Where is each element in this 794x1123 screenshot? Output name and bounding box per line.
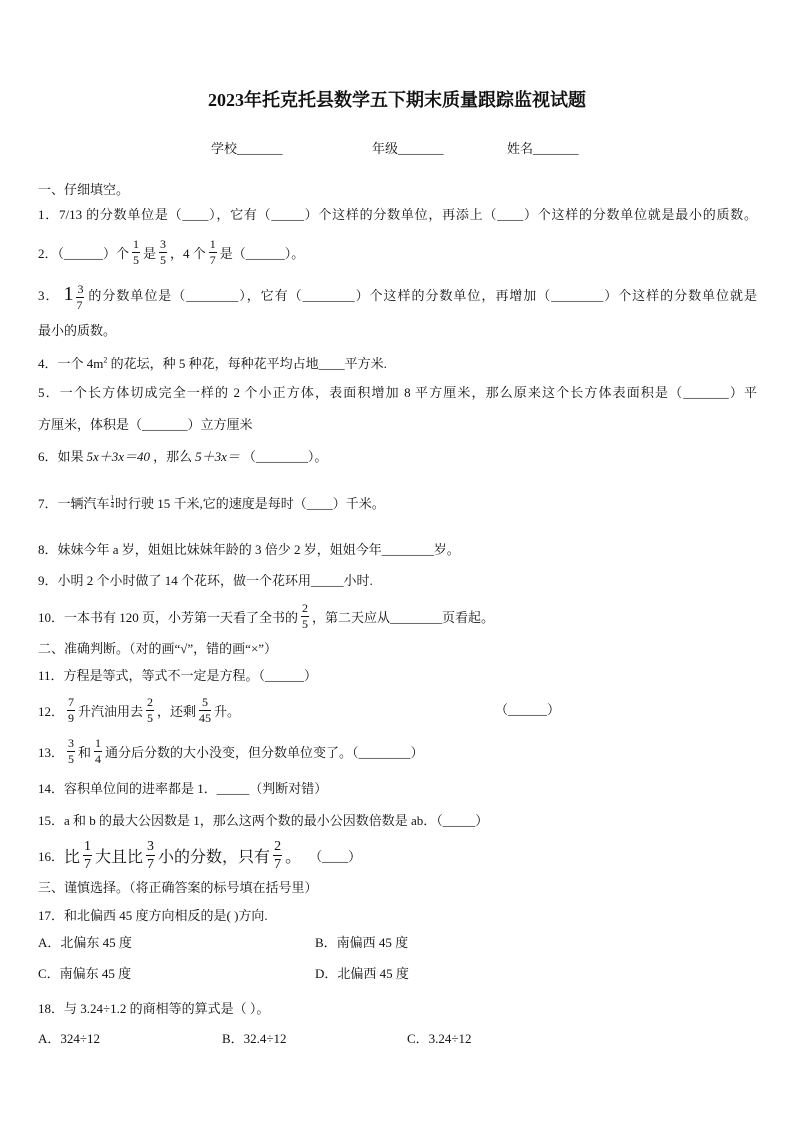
question-13 xyxy=(38,731,424,771)
question-text: 14．容积单位间的进率都是 1．_____（判断对错） xyxy=(38,780,328,796)
fraction xyxy=(132,238,140,267)
math-expression: 5＋3x＝ xyxy=(195,448,240,464)
fraction-numerator: 3 xyxy=(147,838,155,854)
question-text: 大且比 xyxy=(95,848,144,866)
fraction-denominator: 7 xyxy=(147,856,155,872)
fraction-denominator: 9 xyxy=(68,710,75,725)
question-text: 比 xyxy=(64,848,81,866)
question-text: 时行驶 15 千米,它的速度是每时（____）千米。 xyxy=(115,495,385,511)
option-b: B．南偏西 45 度 xyxy=(315,935,409,950)
section-title: 二、准确判断。（对的画“√”，错的画“×”） xyxy=(38,640,278,656)
question-text: 的分数单位是（________），它有（________）个这样的分数单位，再增加（________）个这样的分数单位就是 xyxy=(87,288,757,303)
question-text: 是（______）。 xyxy=(219,245,305,261)
question-text: 是 xyxy=(143,245,157,261)
question-7 xyxy=(38,482,385,522)
question-3 xyxy=(38,274,757,314)
question-1: 1．7/13 的分数单位是（____），它有（_____）个这样的分数单位，再添上（____）个这样的分数单位就是最小的质数。 xyxy=(38,207,757,222)
fraction xyxy=(199,696,211,725)
question-text: 15．a 和 b 的最大公因数是 1，那么这两个数的最小公因数倍数是 ab．（_____） xyxy=(38,812,489,828)
fraction xyxy=(159,238,167,267)
option-b: B．32.4÷12 xyxy=(222,1031,287,1046)
fraction-denominator: 5 xyxy=(160,252,167,267)
fraction-numerator: 3 xyxy=(68,735,75,750)
question-text: 最小的质数。 xyxy=(38,322,117,338)
question-text: 18．与 3.24÷1.2 的商相等的算式是（ ）。 xyxy=(38,1000,270,1016)
superscript: 2 xyxy=(103,355,108,365)
option-a: A．324÷12 xyxy=(38,1031,101,1046)
fraction-denominator: 7 xyxy=(84,856,92,872)
question-text: （________）。 xyxy=(242,448,328,464)
question-text-part: 4．一个 4m xyxy=(38,355,104,371)
question-text: ，4 个 xyxy=(170,245,206,261)
fraction-numerator: 3 xyxy=(160,236,167,251)
fraction-denominator: 4 xyxy=(95,751,102,766)
fraction-numerator: 2 xyxy=(147,694,154,709)
question-15 xyxy=(38,799,488,839)
fraction-numerator: 2 xyxy=(274,838,282,854)
fraction-denominator: 45 xyxy=(199,710,212,725)
question-9 xyxy=(38,559,373,599)
fraction-denominator: 5 xyxy=(133,252,140,267)
question-number: 13． xyxy=(38,744,65,760)
fraction-denominator: 5 xyxy=(302,616,309,631)
section-title: 一、仔细填空。 xyxy=(38,181,130,197)
question-text: 7．一辆汽车 xyxy=(38,495,110,511)
fraction-numerator: 3 xyxy=(77,281,84,296)
fraction-numerator: 1 xyxy=(209,236,216,251)
question-5: 5．一个长方体切成完全一样的 2 个小正方体，表面积增加 8 平方厘米，那么原来这个长方体表面积是（_______）平 xyxy=(38,385,757,400)
name-field: 姓名_______ xyxy=(507,141,579,156)
fraction-numerator: 2 xyxy=(302,600,309,615)
fraction-numerator: 1 xyxy=(110,493,115,502)
option-a: A．北偏东 45 度 xyxy=(38,935,132,950)
fraction xyxy=(146,696,154,725)
question-text: 。 xyxy=(285,848,302,866)
grade-field: 年级_______ xyxy=(372,141,444,156)
fraction-denominator: 5 xyxy=(68,751,75,766)
question-text: ，那么 xyxy=(153,448,193,464)
fraction-numerator: 7 xyxy=(68,694,75,709)
fraction xyxy=(301,602,309,631)
question-text: 2．（______）个 xyxy=(38,245,130,261)
question-text: 小的分数，只有 xyxy=(158,848,271,866)
question-text: ，还剩 xyxy=(157,703,197,719)
fraction-numerator: 1 xyxy=(133,236,140,251)
question-6 xyxy=(38,435,327,475)
option-c: C．3.24÷12 xyxy=(407,1031,472,1046)
answer-blank: （____） xyxy=(309,848,362,864)
question-text: 6．如果 xyxy=(38,448,84,464)
fraction xyxy=(94,737,102,766)
school-field: 学校_______ xyxy=(211,141,283,156)
question-text: 8．妹妹今年 a 岁，姐姐比妹妹年龄的 3 倍少 2 岁，姐姐今年________岁。 xyxy=(38,541,460,557)
question-text: 通分后分数的大小没变，但分数单位变了。（________） xyxy=(105,744,424,760)
question-12 xyxy=(38,690,240,730)
section-title: 三、谨慎选择。（将正确答案的标号填在括号里） xyxy=(38,879,318,895)
fraction-numerator: 1 xyxy=(95,735,102,750)
question-text: 10．一本书有 120 页，小芳第一天看了全书的 xyxy=(38,609,299,625)
question-text: 和 xyxy=(78,744,92,760)
fraction-numerator: 1 xyxy=(84,838,92,854)
fraction xyxy=(67,737,75,766)
fraction xyxy=(209,238,217,267)
math-expression: 5x＋3x＝40 xyxy=(86,448,151,464)
question-text xyxy=(38,353,387,372)
fraction xyxy=(111,495,115,510)
option-d: D．北偏西 45 度 xyxy=(315,966,409,981)
fraction-numerator: 5 xyxy=(199,696,211,711)
fraction xyxy=(76,283,84,312)
question-text: 9．小明 2 个小时做了 14 个花环，做一个花环用_____小时. xyxy=(38,572,373,588)
question-text: 升汽油用去 xyxy=(78,703,144,719)
question-2 xyxy=(38,232,304,272)
fraction-denominator: 4 xyxy=(110,501,115,510)
question-text: 方厘米，体积是（_______）立方厘米 xyxy=(38,416,253,432)
question-text: ，第二天应从________页看起。 xyxy=(312,609,495,625)
exam-title: 2023年托克托县数学五下期末质量跟踪监视试题 xyxy=(208,90,586,110)
option-c: C．南偏东 45 度 xyxy=(38,966,132,981)
fraction-denominator: 7 xyxy=(76,297,83,312)
fraction-denominator: 5 xyxy=(147,710,154,725)
question-11 xyxy=(38,654,317,694)
fraction xyxy=(67,696,75,725)
fraction-denominator: 7 xyxy=(274,856,282,872)
mixed-number-whole: 1 xyxy=(63,283,74,305)
fraction-denominator: 7 xyxy=(209,252,216,267)
answer-blank: （______） xyxy=(495,702,561,717)
question-text-part: 的花坛，种 5 种花，每种花平均占地____平方米. xyxy=(107,355,387,371)
question-text: 升。 xyxy=(214,703,241,719)
question-number: 12． xyxy=(38,703,65,719)
question-number: 3． xyxy=(38,288,60,303)
question-text: 17．和北偏西 45 度方向相反的是( )方向. xyxy=(38,907,268,923)
question-text: 11．方程是等式，等式不一定是方程。（______） xyxy=(38,667,318,683)
question-number: 16． xyxy=(38,848,65,864)
